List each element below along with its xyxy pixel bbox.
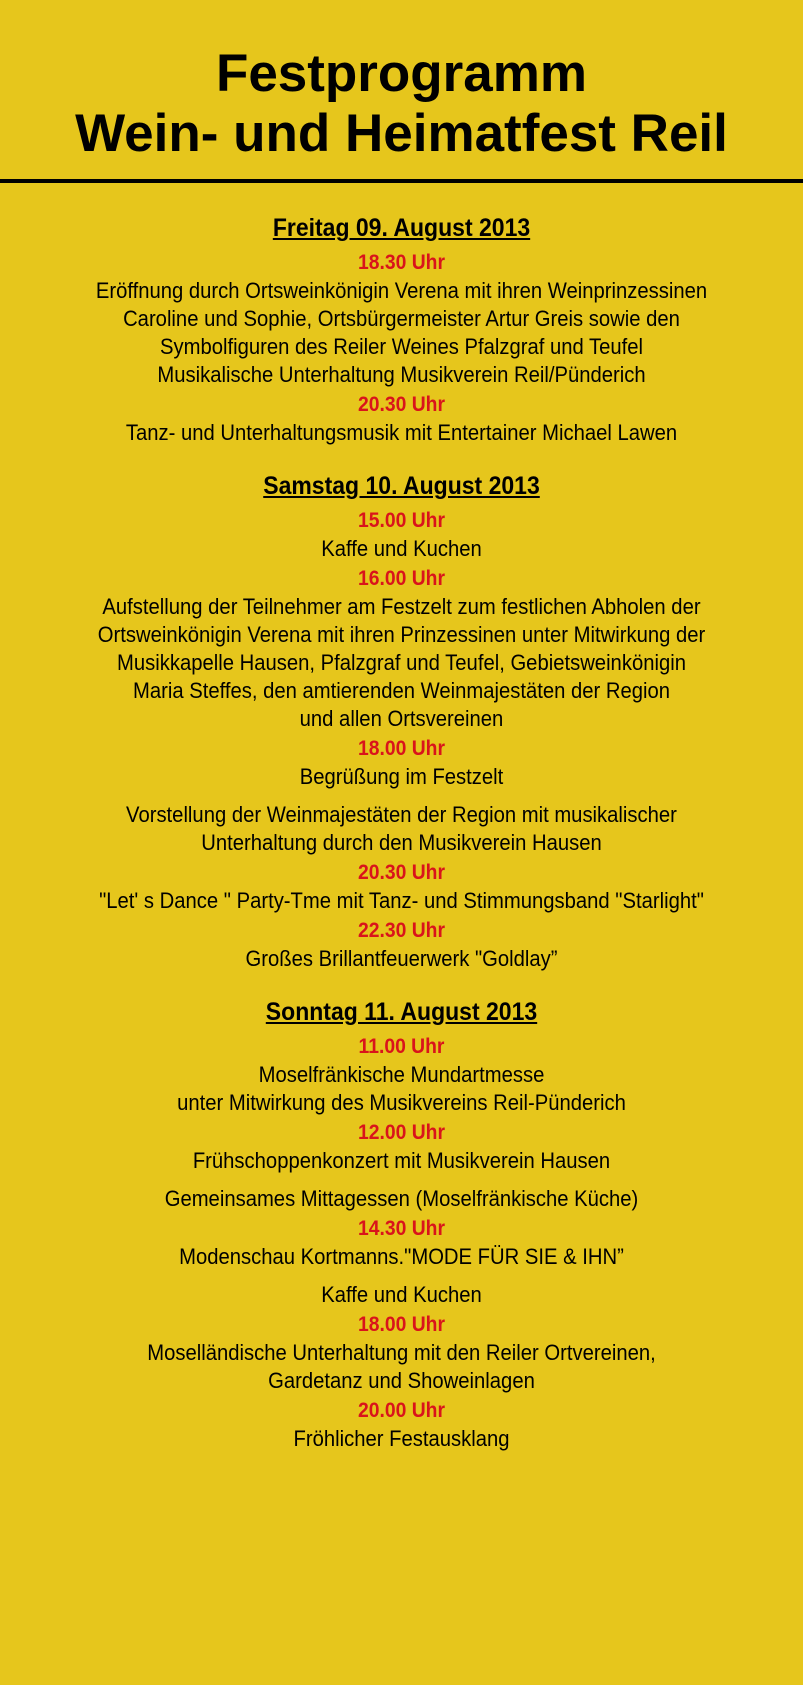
event-description: und allen Ortsvereinen [299,706,504,731]
page-subtitle: Wein- und Heimatfest Reil [75,104,728,163]
event-description: Symbolfiguren des Reiler Weines Pfalzgraf und Teufel [159,334,644,359]
event-description: Frühschoppenkonzert mit Musikverein Hausen [192,1148,611,1173]
event-description: Unterhaltung durch den Musikverein Hausen [201,830,602,855]
event-time: 20.30 Uhr [358,861,445,884]
event-time: 18.00 Uhr [358,737,445,760]
header-divider [0,179,803,183]
event-description: Gardetanz und Showeinlagen [268,1368,535,1393]
day-heading: Sonntag 11. August 2013 [265,998,538,1026]
event-time: 18.30 Uhr [358,251,445,274]
event-description: Gemeinsames Mittagessen (Moselfränkische Küche) [164,1186,639,1211]
event-description: Moselfränkische Mundartmesse [258,1062,545,1087]
event-description: Fröhlicher Festausklang [293,1426,510,1451]
event-time: 20.30 Uhr [358,393,445,416]
event-description: Begrüßung im Festzelt [299,764,504,789]
event-time: 20.00 Uhr [358,1399,445,1422]
day-section-friday [32,213,771,447]
event-time: 15.00 Uhr [358,509,445,532]
event-description: Kaffe und Kuchen [321,1282,482,1307]
header [0,0,803,181]
event-description: Caroline und Sophie, Ortsbürgermeister Artur Greis sowie den [123,306,680,331]
event-time: 12.00 Uhr [358,1121,445,1144]
event-description: Musikkapelle Hausen, Pfalzgraf und Teufel, Gebietsweinkönigin [117,650,686,675]
day-section-saturday [32,471,771,973]
event-time: 11.00 Uhr [358,1035,445,1058]
event-description: Kaffe und Kuchen [321,536,482,561]
event-time: 16.00 Uhr [358,567,445,590]
page-title: Festprogramm [215,44,588,103]
event-description: Aufstellung der Teilnehmer am Festzelt zum festlichen Abholen der [102,594,701,619]
event-description: Maria Steffes, den amtierenden Weinmajestäten der Region [132,678,671,703]
event-description: Vorstellung der Weinmajestäten der Region mit musikalischer [126,802,677,827]
event-description: Großes Brillantfeuerwerk "Goldlay” [245,946,558,971]
event-description: Moselländische Unterhaltung mit den Reiler Ortvereinen, [147,1340,656,1365]
day-heading: Freitag 09. August 2013 [272,214,531,242]
program [32,213,771,1453]
event-time: 14.30 Uhr [358,1217,445,1240]
event-description: "Let' s Dance " Party-Tme mit Tanz- und Stimmungsband "Starlight" [99,888,704,913]
event-description: Modenschau Kortmanns."MODE FÜR SIE & IHN” [179,1244,624,1269]
event-description: Eröffnung durch Ortsweinkönigin Verena mit ihren Weinprinzessinen [95,278,708,303]
event-description: Musikalische Unterhaltung Musikverein Reil/Pünderich [157,362,646,387]
day-heading: Samstag 10. August 2013 [263,472,540,500]
day-section-sunday [32,997,771,1453]
event-time: 22.30 Uhr [358,919,445,942]
event-time: 18.00 Uhr [358,1313,445,1336]
event-description: Ortsweinkönigin Verena mit ihren Prinzessinen unter Mitwirkung der [97,622,706,647]
event-description: unter Mitwirkung des Musikvereins Reil-Pünderich [177,1090,626,1115]
event-description: Tanz- und Unterhaltungsmusik mit Entertainer Michael Lawen [125,420,678,445]
